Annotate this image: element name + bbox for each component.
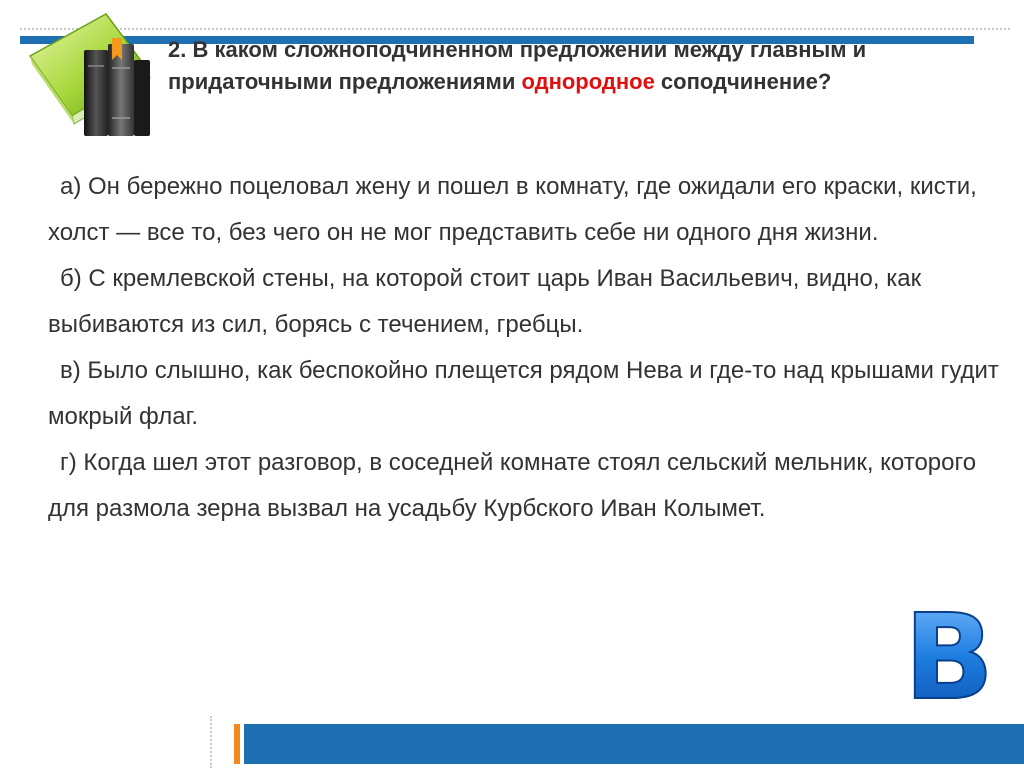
question-title-end: соподчинение? bbox=[654, 69, 832, 94]
option-b: б) С кремлевской стены, на которой стоит царь Иван Васильевич, видно, как выбиваются из сил, борясь с течением, гребцы. bbox=[48, 265, 922, 338]
answer-letter bbox=[884, 598, 1014, 708]
option-v: в) Было слышно, как беспокойно плещется рядом Нева и где-то над крышами гудит мокрый флаг. bbox=[48, 357, 999, 430]
bottom-accent-bar bbox=[244, 724, 1024, 764]
answer-options bbox=[48, 164, 1003, 532]
question-title-text: 2. В каком сложноподчиненном предложении между главным и придаточными предложениями bbox=[168, 37, 867, 94]
answer-letter-text: В bbox=[904, 598, 994, 708]
books-icon bbox=[28, 8, 168, 138]
bottom-dotted-line bbox=[210, 716, 212, 768]
option-g: г) Когда шел этот разговор, в соседней комнате стоял сельский мельник, которого для размола зерна вызвал на усадьбу Курбского Иван Колымет. bbox=[48, 449, 977, 522]
top-dotted-line bbox=[20, 28, 1010, 30]
question-title-highlight: однородное bbox=[521, 69, 655, 94]
bottom-orange-accent bbox=[234, 724, 240, 764]
option-a: а) Он бережно поцеловал жену и пошел в комнату, где ожидали его краски, кисти, холст — все то, без чего он не мог представить себе ни одного дня жизни. bbox=[48, 173, 977, 246]
question-title bbox=[168, 34, 968, 98]
